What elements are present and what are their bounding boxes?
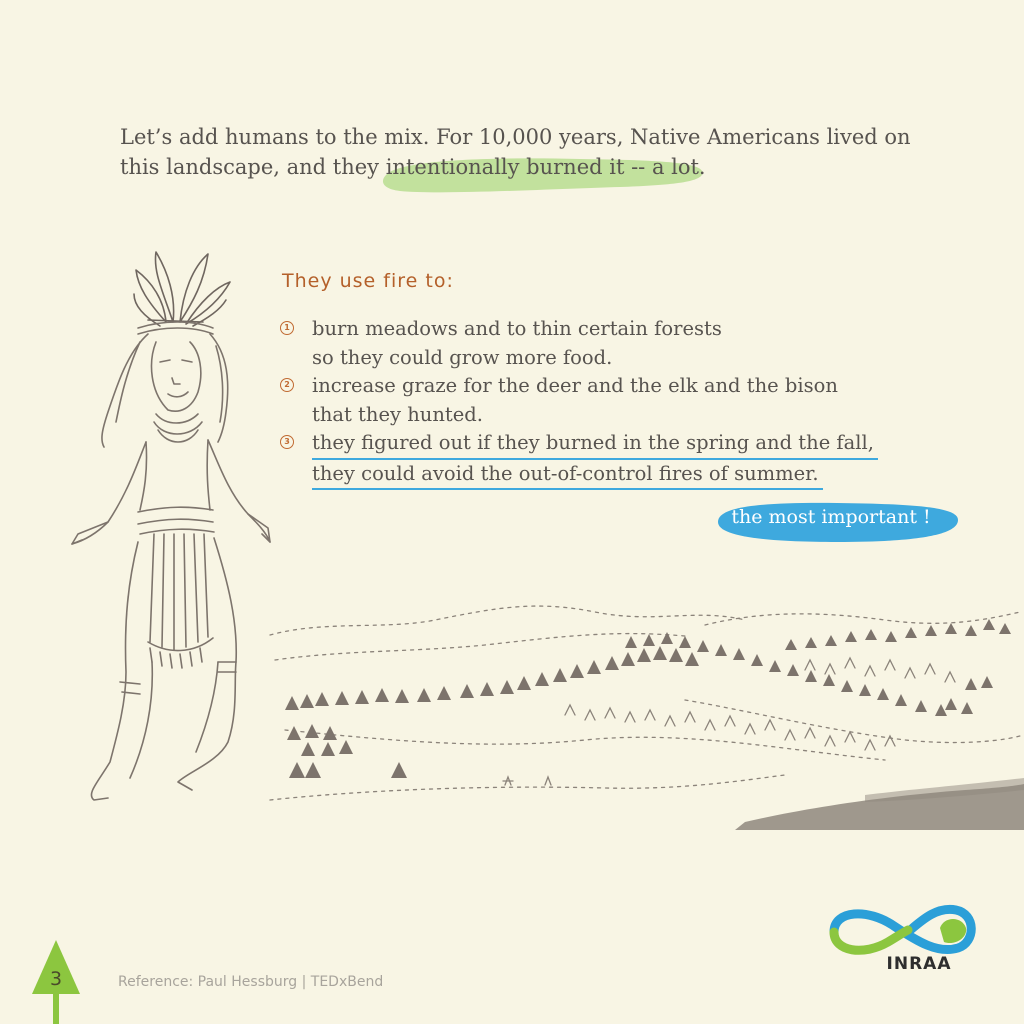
page-number: 3	[49, 968, 63, 990]
logo-text: INRAA	[886, 954, 952, 974]
intro-text: Let’s add humans to the mix. For 10,000 years, Native Americans lived on this landscape, and they	[120, 125, 911, 179]
landscape-illustration	[265, 590, 1024, 830]
native-american-figure-illustration	[68, 242, 278, 807]
section-heading: They use fire to:	[282, 270, 454, 292]
number-badge: 3	[280, 435, 294, 449]
item-line: that they hunted.	[312, 402, 483, 426]
item-line: burn meadows and to thin certain forests	[312, 317, 722, 340]
underlined-line: they figured out if they burned in the spring and the fall,	[312, 429, 878, 460]
intro-paragraph	[120, 122, 920, 182]
reference-text: Reference: Paul Hessburg | TEDxBend	[118, 974, 384, 990]
number-badge: 1	[280, 321, 294, 335]
fire-uses-list	[280, 315, 940, 490]
list-item	[280, 372, 940, 429]
inraa-logo	[828, 902, 978, 962]
underlined-line: they could avoid the out-of-control fires of summer.	[312, 460, 823, 491]
item-line: increase graze for the deer and the elk and the bison	[312, 374, 838, 397]
number-badge: 2	[280, 378, 294, 392]
list-item	[280, 429, 940, 490]
list-item	[280, 315, 940, 372]
callout-text: the most important !	[731, 506, 931, 528]
item-line: so they could grow more food.	[312, 345, 613, 369]
intro-highlight: intentionally burned it -- a lot.	[385, 155, 706, 179]
